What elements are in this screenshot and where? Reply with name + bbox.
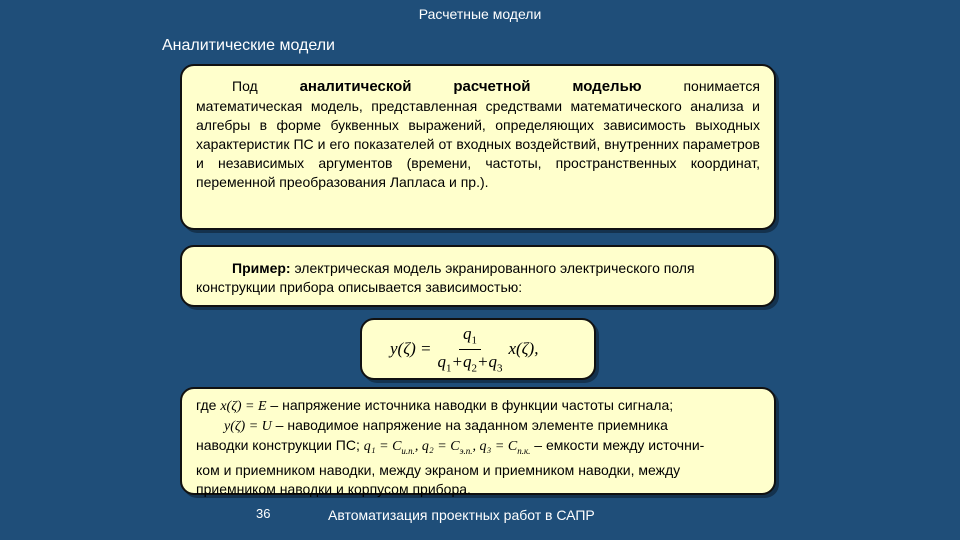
where-box: [180, 387, 776, 495]
section-subtitle: Аналитические модели: [162, 37, 335, 54]
formula-fraction: [437, 324, 502, 374]
where-line-1: [196, 396, 760, 416]
word-under: Под: [232, 78, 258, 94]
den-q3: +q: [476, 351, 497, 371]
slide-title: Расчетные модели: [418, 6, 542, 22]
footer-text: Автоматизация проектных работ в САПР: [328, 507, 595, 523]
formula: [372, 326, 584, 372]
den-q1: q: [437, 351, 446, 371]
where-rest: ком и приемником наводки, между экраном и приемником наводки, между приемником наводки и корпусом прибора.: [196, 461, 681, 497]
definition-box: [180, 64, 776, 230]
x-definition: x(ζ) = E: [220, 399, 267, 414]
formula-denominator: [437, 350, 502, 374]
definition-body: математическая модель, представленная средствами математического анализа и алгебры в форме буквенных выражений, определяющих зависимость выходных характеристик ПС и его показателей от входных воздействий, внутренних параметров и независимых аргументов (времени, частоты, пространственных координат, переменной преобразования Лапласа и пр.).: [196, 98, 760, 190]
den-s1: 1: [445, 361, 452, 374]
den-s3: 3: [496, 361, 503, 374]
formula-numerator: [459, 324, 481, 349]
cap-sub3: п.к.: [517, 445, 531, 456]
where-line-3: [196, 436, 760, 461]
cap-sub2: э.п.: [459, 445, 473, 456]
example-box: [180, 245, 776, 307]
example-label: Пример:: [232, 260, 291, 276]
num-sub: 1: [471, 334, 477, 347]
den-q2: +q: [451, 351, 472, 371]
cap-q2: , q₂ = C: [414, 439, 460, 454]
word-means: понимается: [683, 78, 760, 94]
page-number: 36: [256, 506, 271, 521]
cap-q3: , q₃ = C: [472, 439, 518, 454]
capacitance-formula: [364, 439, 531, 454]
example-text: [196, 259, 760, 297]
where-word: где: [196, 397, 217, 413]
y-text: – наводимое напряжение на заданном элементе приемника: [271, 417, 668, 433]
formula-lhs: y(ζ) =: [390, 339, 432, 358]
definition-first-line: [196, 76, 760, 97]
term-calc: расчетной: [453, 78, 531, 95]
num-var: q: [462, 324, 472, 344]
den-s2: 2: [471, 361, 477, 374]
line3-start: наводки конструкции ПС;: [196, 437, 360, 453]
where-line-2: [196, 416, 760, 436]
cap-sub1: и.п.: [401, 445, 415, 456]
example-body: электрическая модель экранированного электрического поля конструкции прибора описывается зависимостью:: [196, 260, 695, 295]
cap-q1: q₁ = C: [363, 439, 402, 454]
term-model: моделью: [572, 78, 642, 95]
line3-end: – емкости между источни-: [530, 437, 705, 453]
formula-box: [360, 318, 596, 380]
y-definition: y(ζ) = U: [224, 419, 272, 434]
term-analytic: аналитической: [299, 78, 412, 95]
formula-rhs: x(ζ),: [508, 339, 539, 358]
x-text: – напряжение источника наводки в функции частоты сигнала;: [266, 397, 674, 413]
